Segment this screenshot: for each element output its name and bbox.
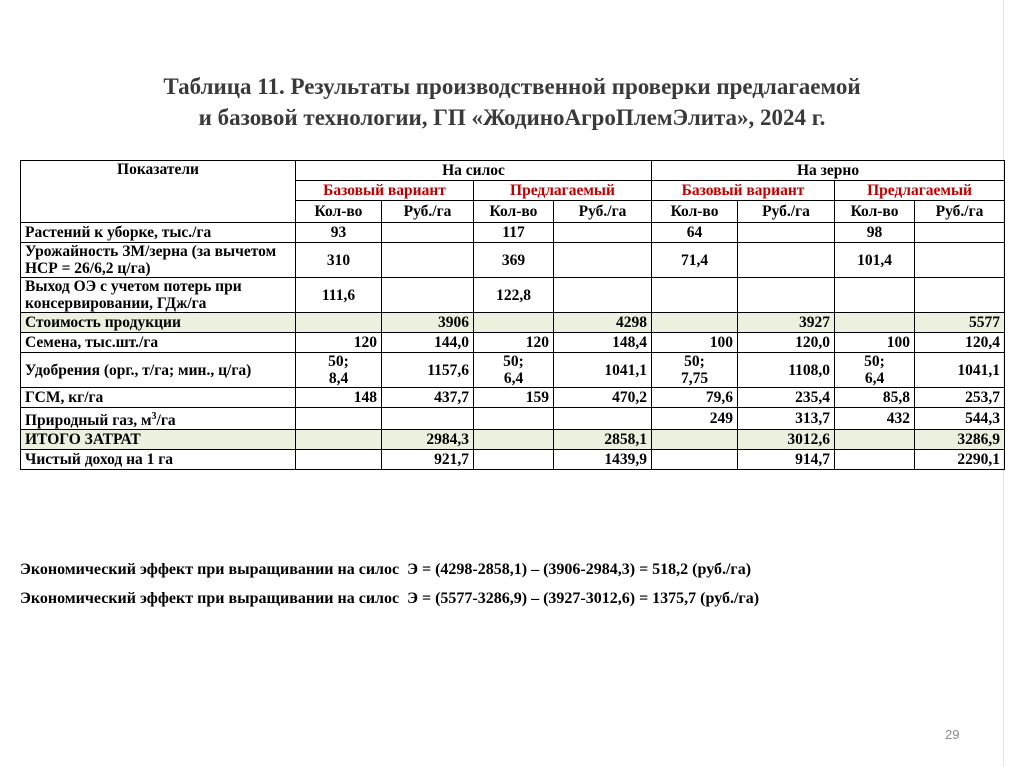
- table-cell: 117: [474, 223, 554, 243]
- effect-note-text: Экономический эффект при выращивании на силос: [20, 590, 400, 607]
- table-cell: 2858,1: [554, 430, 652, 450]
- table-cell: 148: [296, 388, 382, 408]
- table-cell: [835, 313, 915, 333]
- table-cell: 71,4: [652, 243, 738, 278]
- table-cell: [382, 243, 474, 278]
- table-row: [21, 430, 1005, 450]
- row-label: Урожайность ЗМ/зерна (за вычетом НСР = 26/6,2 ц/га): [21, 243, 296, 278]
- table-cell: [554, 243, 652, 278]
- effect-formula: Э = (4298-2858,1) – (3906-2984,3) = 518,2 (руб./га): [407, 561, 752, 578]
- effect-formula: Э = (5577-3286,9) – (3927-3012,6) = 1375,7 (руб./га): [407, 590, 760, 607]
- table-cell: [474, 430, 554, 450]
- table-cell: 437,7: [382, 388, 474, 408]
- table-cell: 235,4: [738, 388, 835, 408]
- table-cell: 1041,1: [915, 353, 1005, 388]
- table-cell: 122,8: [474, 278, 554, 313]
- effect-note-2: [20, 590, 759, 608]
- table-cell: [652, 278, 738, 313]
- table-cell: 50; 8,4: [296, 353, 382, 388]
- table-cell: 253,7: [915, 388, 1005, 408]
- table-cell: 249: [652, 408, 738, 430]
- table-cell: 101,4: [835, 243, 915, 278]
- table-row: [21, 278, 1005, 313]
- table-body: [21, 223, 1005, 470]
- table-cell: 50; 6,4: [835, 353, 915, 388]
- table-cell: [382, 408, 474, 430]
- table-cell: 4298: [554, 313, 652, 333]
- table-cell: [835, 450, 915, 470]
- table-cell: [474, 408, 554, 430]
- row-label: ГСМ, кг/га: [21, 388, 296, 408]
- header-unit: Кол-во: [296, 201, 382, 223]
- header-unit: Руб./га: [554, 201, 652, 223]
- header-variant-proposed-grain: Предлагаемый: [835, 181, 1005, 201]
- row-label: Удобрения (орг., т/га; мин., ц/га): [21, 353, 296, 388]
- effect-note-text: Экономический эффект при выращивании на силос: [20, 561, 400, 578]
- table-cell: [554, 408, 652, 430]
- table-cell: [554, 278, 652, 313]
- table-cell: 2984,3: [382, 430, 474, 450]
- table-cell: [915, 243, 1005, 278]
- table-cell: [652, 430, 738, 450]
- header-indicators: Показатели: [21, 161, 296, 223]
- table-cell: 1439,9: [554, 450, 652, 470]
- header-unit: Кол-во: [835, 201, 915, 223]
- table-row: [21, 313, 1005, 333]
- header-variant-proposed-silage: Предлагаемый: [474, 181, 652, 201]
- table-cell: 159: [474, 388, 554, 408]
- table-cell: 914,7: [738, 450, 835, 470]
- table-row: [21, 243, 1005, 278]
- table-row: [21, 408, 1005, 430]
- table-cell: [296, 408, 382, 430]
- table-cell: [738, 278, 835, 313]
- header-unit: Кол-во: [652, 201, 738, 223]
- header-unit: Руб./га: [382, 201, 474, 223]
- table-cell: 470,2: [554, 388, 652, 408]
- table-cell: [738, 223, 835, 243]
- row-label: Природный газ, $м^3/га$: [21, 408, 296, 430]
- row-label: Растений к уборке, тыс./га: [21, 223, 296, 243]
- title-line-2: и базовой технологии, ГП «ЖодиноАгроПлемЭлита», 2024 г.: [198, 105, 826, 130]
- title-line-1: Таблица 11. Результаты производственной проверки предлагаемой: [163, 74, 861, 99]
- header-group-silage: На силос: [296, 161, 652, 181]
- table-cell: 3927: [738, 313, 835, 333]
- table-cell: 93: [296, 223, 382, 243]
- table-row: [21, 388, 1005, 408]
- table-cell: 1108,0: [738, 353, 835, 388]
- table-cell: 310: [296, 243, 382, 278]
- table-cell: [474, 450, 554, 470]
- table-cell: 79,6: [652, 388, 738, 408]
- table-cell: 100: [652, 333, 738, 353]
- header-unit: Кол-во: [474, 201, 554, 223]
- header-unit: Руб./га: [738, 201, 835, 223]
- table-cell: [474, 313, 554, 333]
- table-row: [21, 450, 1005, 470]
- table-cell: 1041,1: [554, 353, 652, 388]
- table-cell: 3906: [382, 313, 474, 333]
- results-table: [20, 160, 1005, 470]
- table-cell: [915, 278, 1005, 313]
- table-cell: [652, 313, 738, 333]
- table-cell: [835, 278, 915, 313]
- row-label: Чистый доход на 1 га: [21, 450, 296, 470]
- table-cell: 120,0: [738, 333, 835, 353]
- header-unit: Руб./га: [915, 201, 1005, 223]
- table-cell: 148,4: [554, 333, 652, 353]
- table-cell: 85,8: [835, 388, 915, 408]
- table-cell: [382, 223, 474, 243]
- table-cell: 2290,1: [915, 450, 1005, 470]
- table-cell: [738, 243, 835, 278]
- table-cell: 3286,9: [915, 430, 1005, 450]
- table-cell: [652, 450, 738, 470]
- table-cell: 921,7: [382, 450, 474, 470]
- table-cell: 100: [835, 333, 915, 353]
- table-cell: [296, 313, 382, 333]
- table-cell: 98: [835, 223, 915, 243]
- page-number: 29: [945, 727, 960, 742]
- table-cell: 120: [474, 333, 554, 353]
- table-cell: [915, 223, 1005, 243]
- header-variant-base-silage: Базовый вариант: [296, 181, 474, 201]
- table-cell: 1157,6: [382, 353, 474, 388]
- table-cell: 313,7: [738, 408, 835, 430]
- table-cell: 50; 7,75: [652, 353, 738, 388]
- table-cell: 64: [652, 223, 738, 243]
- row-label: Семена, тыс.шт./га: [21, 333, 296, 353]
- table-cell: 120,4: [915, 333, 1005, 353]
- table-cell: [835, 430, 915, 450]
- table-cell: 544,3: [915, 408, 1005, 430]
- table-cell: 5577: [915, 313, 1005, 333]
- table-cell: [296, 430, 382, 450]
- table-cell: 120: [296, 333, 382, 353]
- table-cell: 111,6: [296, 278, 382, 313]
- table-row: [21, 353, 1005, 388]
- table-cell: 50; 6,4: [474, 353, 554, 388]
- table-cell: 3012,6: [738, 430, 835, 450]
- table-row: [21, 333, 1005, 353]
- table-cell: [296, 450, 382, 470]
- row-label: ИТОГО ЗАТРАТ: [21, 430, 296, 450]
- table-cell: 432: [835, 408, 915, 430]
- row-label: Выход ОЭ с учетом потерь при консервировании, ГДж/га: [21, 278, 296, 313]
- table-cell: 369: [474, 243, 554, 278]
- table-cell: 144,0: [382, 333, 474, 353]
- effect-note-1: [20, 561, 751, 579]
- row-label: Стоимость продукции: [21, 313, 296, 333]
- header-group-grain: На зерно: [652, 161, 1005, 181]
- slide-title: [0, 71, 1024, 133]
- table-cell: [554, 223, 652, 243]
- table-cell: [382, 278, 474, 313]
- table-row: [21, 223, 1005, 243]
- header-variant-base-grain: Базовый вариант: [652, 181, 835, 201]
